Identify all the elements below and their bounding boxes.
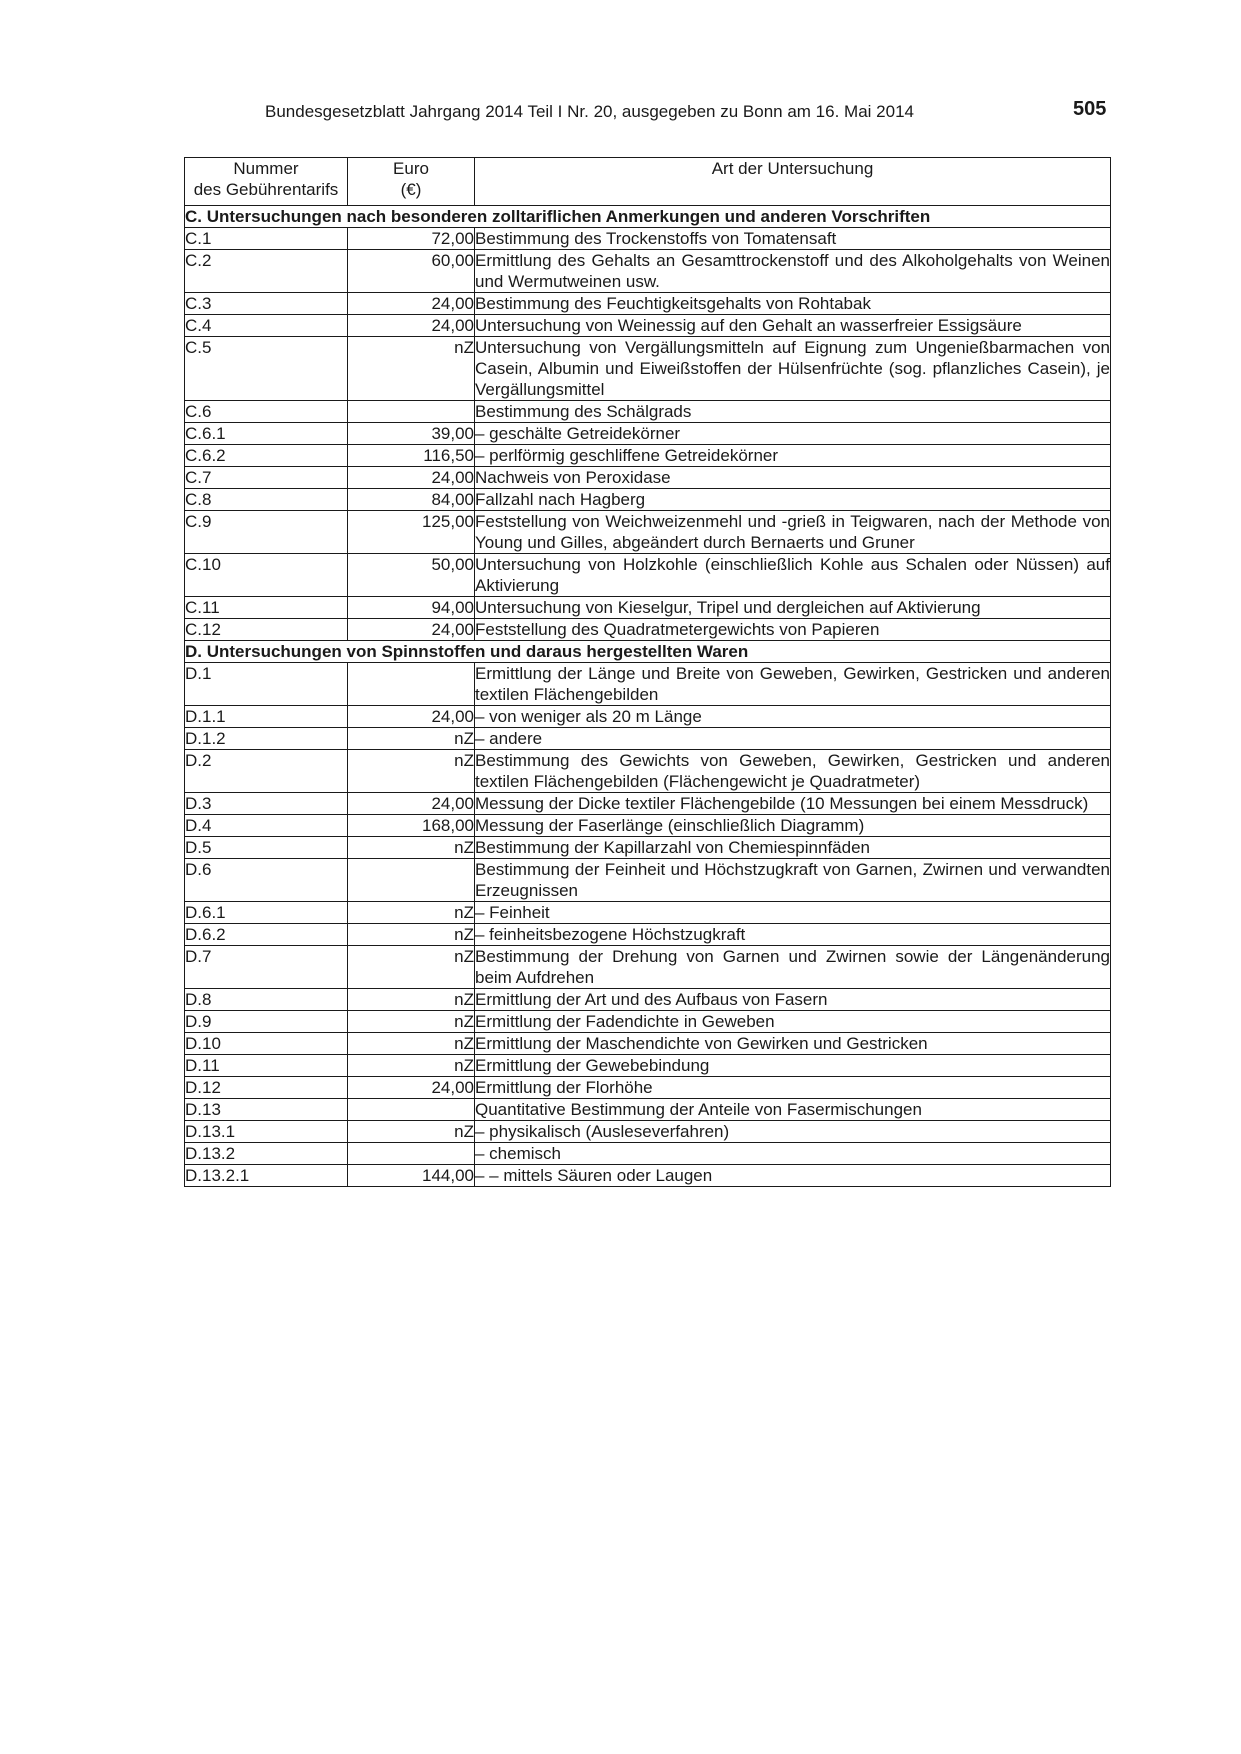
table-row [185, 401, 1111, 423]
table-row [185, 1165, 1111, 1187]
fee-number: D.8 [185, 989, 348, 1011]
table-row [185, 1077, 1111, 1099]
examination-description: Ermittlung der Art und des Aufbaus von Fasern [475, 989, 1111, 1011]
table-row [185, 663, 1111, 706]
table-row [185, 1055, 1111, 1077]
examination-description: – feinheitsbezogene Höchstzugkraft [475, 924, 1111, 946]
fee-amount: nZ [348, 337, 475, 401]
fee-number: D.7 [185, 946, 348, 989]
fee-number: D.6.1 [185, 902, 348, 924]
table-row [185, 793, 1111, 815]
table-header-row [185, 158, 1111, 206]
column-header-type: Art der Untersuchung [475, 158, 1111, 206]
fee-number: D.2 [185, 750, 348, 793]
page-number: 505 [1073, 98, 1107, 120]
section-row [185, 641, 1111, 663]
examination-description: Bestimmung der Drehung von Garnen und Zwirnen sowie der Längenänderung beim Aufdrehen [475, 947, 1110, 987]
table-row [185, 467, 1111, 489]
table-row [185, 750, 1111, 793]
fee-amount [348, 1143, 475, 1165]
fee-amount: nZ [348, 1033, 475, 1055]
fee-amount: nZ [348, 989, 475, 1011]
fee-number: C.1 [185, 228, 348, 250]
running-title: Bundesgesetzblatt Jahrgang 2014 Teil I Nr. 20, ausgegeben zu Bonn am 16. Mai 2014 [265, 102, 914, 121]
examination-description: – von weniger als 20 m Länge [475, 706, 1111, 728]
table-row [185, 597, 1111, 619]
fee-number: C.6.2 [185, 445, 348, 467]
fee-amount: 39,00 [348, 423, 475, 445]
fee-table [184, 157, 1111, 1187]
fee-amount: 24,00 [348, 793, 475, 815]
fee-number: C.9 [185, 511, 348, 554]
examination-description: Quantitative Bestimmung der Anteile von Fasermischungen [475, 1099, 1111, 1121]
examination-description: Bestimmung des Schälgrads [475, 401, 1111, 423]
table-row [185, 293, 1111, 315]
fee-amount: 24,00 [348, 315, 475, 337]
fee-number: D.1 [185, 663, 348, 706]
fee-amount [348, 663, 475, 706]
fee-amount: nZ [348, 750, 475, 793]
fee-number: D.4 [185, 815, 348, 837]
table-row [185, 1011, 1111, 1033]
fee-number: D.13.2 [185, 1143, 348, 1165]
examination-description: – Feinheit [475, 902, 1111, 924]
fee-amount [348, 1099, 475, 1121]
fee-amount: nZ [348, 946, 475, 989]
fee-number: D.5 [185, 837, 348, 859]
fee-number: C.6.1 [185, 423, 348, 445]
table-row [185, 946, 1111, 989]
fee-number: D.13.1 [185, 1121, 348, 1143]
table-row [185, 706, 1111, 728]
fee-amount: nZ [348, 924, 475, 946]
examination-description: Nachweis von Peroxidase [475, 467, 1111, 489]
fee-amount: 24,00 [348, 619, 475, 641]
table-row [185, 837, 1111, 859]
fee-amount: 24,00 [348, 293, 475, 315]
table-row [185, 250, 1111, 293]
fee-number: D.13 [185, 1099, 348, 1121]
fee-number: C.3 [185, 293, 348, 315]
examination-description: Ermittlung der Länge und Breite von Geweben, Gewirken, Gestricken und anderen textilen Flächengebilden [475, 664, 1110, 704]
examination-description: Ermittlung der Fadendichte in Geweben [475, 1011, 1111, 1033]
examination-description: Untersuchung von Kieselgur, Tripel und dergleichen auf Aktivierung [475, 597, 1111, 619]
fee-number: D.3 [185, 793, 348, 815]
section-title: D. Untersuchungen von Spinnstoffen und daraus hergestellten Waren [185, 641, 1111, 663]
examination-description: Untersuchung von Vergällungsmitteln auf Eignung zum Ungenießbarmachen von Casein, Albumin und Eiweißstoffen der Hülsenfrüchte (sog. pflanzliches Casein), je Vergällungsmittel [475, 338, 1110, 399]
examination-description: Feststellung des Quadratmetergewichts von Papieren [475, 619, 1111, 641]
fee-amount: nZ [348, 1121, 475, 1143]
table-row [185, 859, 1111, 902]
fee-number: C.10 [185, 554, 348, 597]
fee-amount: 24,00 [348, 1077, 475, 1099]
page-header [0, 98, 1241, 128]
fee-number: C.4 [185, 315, 348, 337]
fee-amount: 72,00 [348, 228, 475, 250]
fee-amount: nZ [348, 837, 475, 859]
examination-description: Untersuchung von Holzkohle (einschließlich Kohle aus Schalen oder Nüssen) auf Aktivierung [475, 555, 1110, 595]
examination-description: Ermittlung des Gehalts an Gesamttrockenstoff und des Alkoholgehalts von Weinen und Wermutweinen usw. [475, 251, 1110, 291]
table-row [185, 1033, 1111, 1055]
examination-description: Ermittlung der Gewebebindung [475, 1055, 1111, 1077]
fee-amount: nZ [348, 1011, 475, 1033]
table-row [185, 228, 1111, 250]
column-header-euro: Euro (€) [348, 158, 475, 206]
examination-description: Bestimmung des Gewichts von Geweben, Gewirken, Gestricken und anderen textilen Flächengebilden (Flächengewicht je Quadratmeter) [475, 751, 1110, 791]
fee-number: D.12 [185, 1077, 348, 1099]
fee-amount: 60,00 [348, 250, 475, 293]
fee-amount [348, 859, 475, 902]
fee-number: D.13.2.1 [185, 1165, 348, 1187]
table-row [185, 815, 1111, 837]
examination-description: – geschälte Getreidekörner [475, 423, 1111, 445]
fee-amount: 24,00 [348, 706, 475, 728]
examination-description: – physikalisch (Ausleseverfahren) [475, 1121, 1111, 1143]
fee-number: D.11 [185, 1055, 348, 1077]
examination-description: Untersuchung von Weinessig auf den Gehalt an wasserfreier Essigsäure [475, 315, 1111, 337]
table-row [185, 1143, 1111, 1165]
examination-description: Feststellung von Weichweizenmehl und -grieß in Teigwaren, nach der Methode von Young und Gilles, abgeändert durch Bernaerts und Gruner [475, 512, 1110, 552]
fee-number: C.7 [185, 467, 348, 489]
table-row [185, 989, 1111, 1011]
fee-number: C.11 [185, 597, 348, 619]
examination-description: – – mittels Säuren oder Laugen [475, 1165, 1111, 1187]
examination-description: Bestimmung des Feuchtigkeitsgehalts von Rohtabak [475, 293, 1111, 315]
fee-amount: 50,00 [348, 554, 475, 597]
table-row [185, 902, 1111, 924]
table-row [185, 445, 1111, 467]
table-row [185, 728, 1111, 750]
fee-number: D.1.2 [185, 728, 348, 750]
fee-number: D.6 [185, 859, 348, 902]
examination-description: Bestimmung des Trockenstoffs von Tomatensaft [475, 228, 1111, 250]
table-row [185, 554, 1111, 597]
examination-description: Ermittlung der Maschendichte von Gewirken und Gestricken [475, 1033, 1111, 1055]
fee-amount: 94,00 [348, 597, 475, 619]
examination-description: – perlförmig geschliffene Getreidekörner [475, 445, 1111, 467]
column-header-number: Nummer des Gebührentarifs [185, 158, 348, 206]
table-row [185, 1099, 1111, 1121]
table-row [185, 489, 1111, 511]
table-row [185, 924, 1111, 946]
fee-number: D.1.1 [185, 706, 348, 728]
fee-number: D.10 [185, 1033, 348, 1055]
fee-amount: 84,00 [348, 489, 475, 511]
section-row [185, 206, 1111, 228]
fee-number: D.6.2 [185, 924, 348, 946]
fee-number: C.2 [185, 250, 348, 293]
fee-amount: nZ [348, 728, 475, 750]
section-title: C. Untersuchungen nach besonderen zolltariflichen Anmerkungen und anderen Vorschriften [185, 206, 1111, 228]
examination-description: – andere [475, 728, 1111, 750]
fee-amount: nZ [348, 902, 475, 924]
table-row [185, 511, 1111, 554]
fee-number: D.9 [185, 1011, 348, 1033]
examination-description: Fallzahl nach Hagberg [475, 489, 1111, 511]
fee-amount: 144,00 [348, 1165, 475, 1187]
examination-description: Bestimmung der Feinheit und Höchstzugkraft von Garnen, Zwirnen und verwandten Erzeugnissen [475, 860, 1110, 900]
table-row [185, 1121, 1111, 1143]
examination-description: Messung der Dicke textiler Flächengebilde (10 Messungen bei einem Messdruck) [475, 793, 1111, 815]
fee-amount: nZ [348, 1055, 475, 1077]
table-row [185, 315, 1111, 337]
examination-description: Ermittlung der Florhöhe [475, 1077, 1111, 1099]
fee-amount: 168,00 [348, 815, 475, 837]
fee-number: C.6 [185, 401, 348, 423]
table-row [185, 423, 1111, 445]
fee-amount: 116,50 [348, 445, 475, 467]
table-row [185, 337, 1111, 401]
fee-number: C.8 [185, 489, 348, 511]
fee-amount: 125,00 [348, 511, 475, 554]
table-row [185, 619, 1111, 641]
fee-amount [348, 401, 475, 423]
fee-number: C.5 [185, 337, 348, 401]
examination-description: Messung der Faserlänge (einschließlich Diagramm) [475, 815, 1111, 837]
fee-table-body [185, 206, 1111, 1187]
fee-amount: 24,00 [348, 467, 475, 489]
examination-description: – chemisch [475, 1143, 1111, 1165]
examination-description: Bestimmung der Kapillarzahl von Chemiespinnfäden [475, 837, 1111, 859]
fee-number: C.12 [185, 619, 348, 641]
